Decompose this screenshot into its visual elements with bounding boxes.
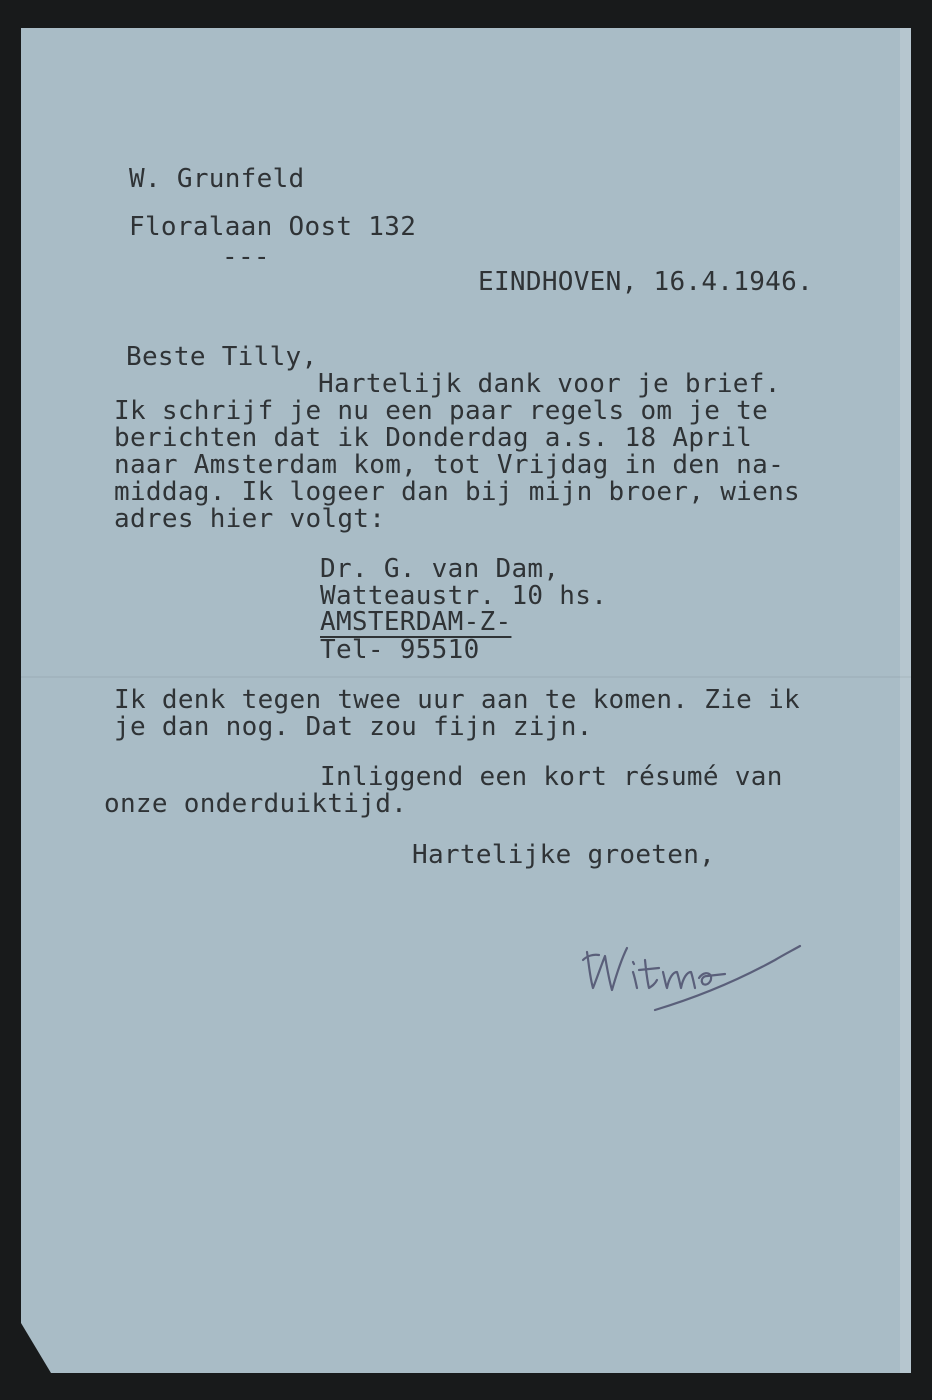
body-line: adres hier volgt: [114, 504, 386, 534]
paragraph-line: je dan nog. Dat zou fijn zijn. [114, 712, 593, 742]
salutation: Beste Tilly, [126, 342, 318, 372]
body-line: Ik schrijf je nu een paar regels om je te [114, 396, 769, 426]
paragraph-line: onze onderduiktijd. [104, 789, 408, 819]
sheet-fold-line [21, 676, 911, 678]
paragraph-line: Ik denk tegen twee uur aan te komen. Zie ik [114, 685, 800, 715]
separator: --- [222, 242, 270, 272]
address-street: Watteaustr. 10 hs. [320, 581, 608, 611]
body-line: berichten dat ik Donderdag a.s. 18 April [114, 423, 753, 453]
paragraph-line: Inliggend een kort résumé van [320, 762, 783, 792]
sender-name: W. Grunfeld [129, 164, 305, 194]
handwritten-signature [575, 920, 805, 1015]
address-city: AMSTERDAM-Z- [320, 607, 512, 637]
sheet-edge [900, 28, 911, 1373]
body-line: Hartelijk dank voor je brief. [318, 369, 781, 399]
place-date: EINDHOVEN, 16.4.1946. [478, 267, 814, 297]
closing: Hartelijke groeten, [412, 840, 716, 870]
body-line: naar Amsterdam kom, tot Vrijdag in den na- [114, 450, 785, 480]
address-phone: Tel- 95510 [320, 635, 480, 665]
body-line: middag. Ik logeer dan bij mijn broer, wiens [114, 477, 800, 507]
address-name: Dr. G. van Dam, [320, 554, 560, 584]
sender-address: Floralaan Oost 132 [129, 212, 417, 242]
